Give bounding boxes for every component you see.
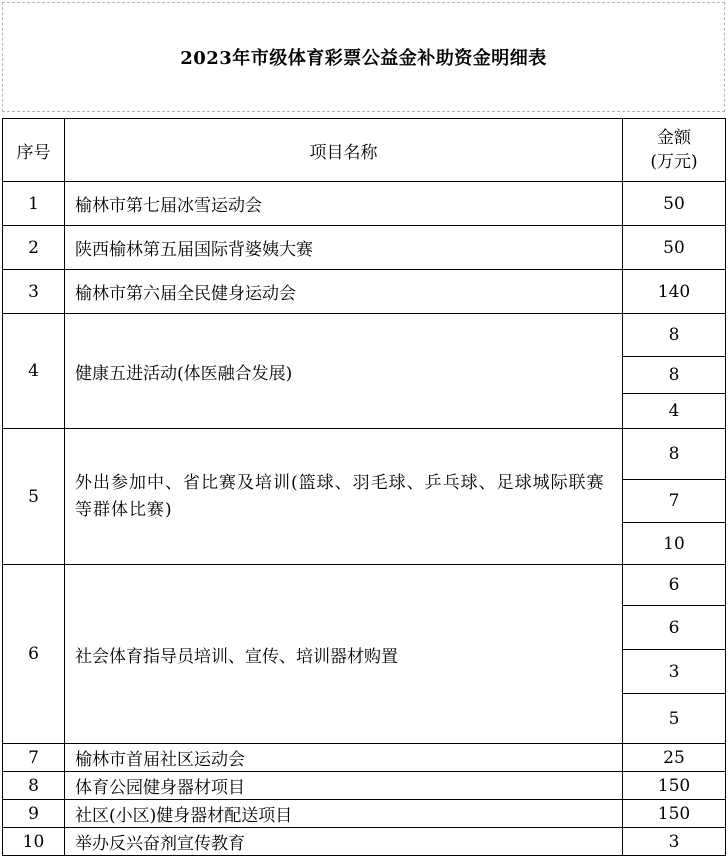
header-project-name: 项目名称 [309, 142, 378, 163]
header-index: 序号 [16, 142, 51, 163]
row-index: 6 [28, 644, 39, 664]
row-index: 3 [28, 281, 39, 302]
row-project-name: 外出参加中、省比赛及培训(篮球、羽毛球、乒乓球、足球城际联赛等群体比赛) [75, 472, 605, 520]
row-project-name: 榆林市第七届冰雪运动会 [75, 196, 262, 216]
header-amount-unit: (万元) [650, 152, 698, 172]
row-project-name: 榆林市第六届全民健身运动会 [75, 284, 296, 304]
row-amount: 150 [657, 775, 691, 796]
table-title: 2023年市级体育彩票公益金补助资金明细表 [180, 48, 547, 69]
row-amount: 150 [657, 803, 691, 824]
row-amount: 7 [668, 491, 680, 511]
row-amount: 50 [663, 193, 685, 214]
row-amount: 8 [668, 444, 680, 464]
row-index: 8 [28, 775, 39, 796]
row-amount: 10 [663, 533, 685, 554]
row-project-name: 榆林市首届社区运动会 [75, 750, 245, 770]
row-amount: 3 [668, 661, 680, 682]
row-amount: 4 [668, 401, 680, 421]
row-amount: 3 [668, 831, 680, 852]
grid-line [2, 855, 726, 856]
row-amount: 6 [668, 617, 680, 638]
row-project-name: 体育公园健身器材项目 [75, 778, 245, 798]
grid-line [725, 118, 726, 856]
row-index: 5 [28, 486, 39, 507]
row-amount: 6 [668, 575, 680, 595]
row-index: 2 [28, 237, 39, 258]
row-project-name: 健康五进活动(体医融合发展) [75, 363, 293, 384]
row-index: 9 [28, 803, 39, 824]
row-index: 4 [28, 361, 39, 381]
header-amount [623, 119, 725, 181]
row-amount: 8 [668, 365, 680, 385]
row-project-name: 社会体育指导员培训、宣传、培训器材购置 [75, 646, 398, 667]
title-cell [2, 2, 725, 112]
row-project-name: 社区(小区)健身器材配送项目 [75, 806, 293, 826]
row-index: 7 [28, 747, 39, 768]
row-amount: 5 [668, 708, 680, 729]
row-project-name: 举办反兴奋剂宣传教育 [75, 834, 245, 854]
row-index: 10 [22, 831, 45, 852]
header-amount-label: 金额 [657, 128, 691, 148]
row-project-name: 陕西榆林第五届国际背婆姨大赛 [75, 240, 313, 260]
row-amount: 25 [663, 747, 685, 768]
row-index: 1 [28, 193, 39, 214]
row-amount: 140 [657, 281, 691, 302]
row-amount: 8 [668, 325, 680, 345]
row-amount: 50 [663, 237, 685, 258]
